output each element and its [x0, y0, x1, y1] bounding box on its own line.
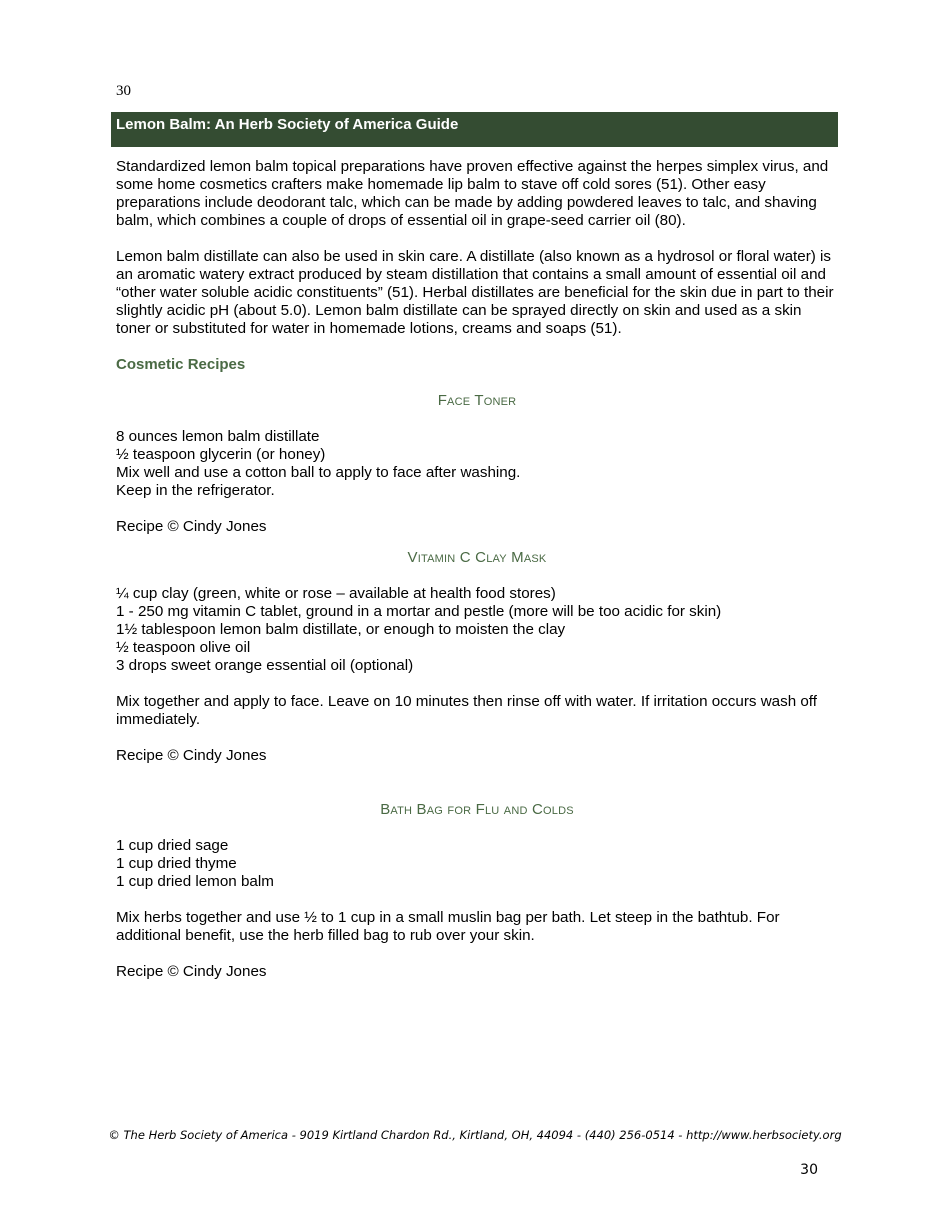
recipe-title: Bath Bag for Flu and Colds	[380, 801, 574, 818]
recipe-credit: Recipe © Cindy Jones	[116, 518, 267, 535]
recipe-credit: Recipe © Cindy Jones	[116, 747, 267, 764]
ingredient-line: 1 cup dried lemon balm	[116, 873, 274, 890]
header-bar	[111, 112, 838, 147]
section-heading: Cosmetic Recipes	[116, 356, 246, 373]
ingredient-line: 1 cup dried thyme	[116, 855, 237, 872]
recipe-instructions: Mix herbs together and use ½ to 1 cup in a small muslin bag per bath. Let steep in the bathtub. For additional benefit, use the herb filled bag to rub over your skin.	[116, 909, 780, 944]
recipe-title: Vitamin C Clay Mask	[407, 549, 547, 566]
page-number-bottom: 30	[800, 1162, 818, 1178]
ingredient-line: 1 - 250 mg vitamin C tablet, ground in a mortar and pestle (more will be too acidic for skin)	[116, 603, 722, 620]
instruction-line: Keep in the refrigerator.	[116, 482, 275, 499]
main-content	[116, 158, 838, 981]
ingredient-line: ½ teaspoon olive oil	[116, 639, 251, 656]
header-title: Lemon Balm: An Herb Society of America Guide	[116, 116, 459, 133]
page-number-top: 30	[116, 83, 131, 99]
intro-paragraph: Lemon balm distillate can also be used in skin care. A distillate (also known as a hydrosol or floral water) is an aromatic watery extract produced by steam distillation that contains a small amount of essential oil and “other water soluble acidic constituents” (51). Herbal distillates are beneficial for the skin due in part to their slightly acidic pH (about 5.0). Lemon balm distillate can be sprayed directly on skin and used as a skin toner or substituted for water in homemade lotions, creams and soaps (51).	[116, 248, 834, 337]
recipe-title: Face Toner	[437, 392, 517, 409]
footer-text: © The Herb Society of America - 9019 Kirtland Chardon Rd., Kirtland, OH, 44094 - (440) 256-0514 - http://www.herbsociety.org	[108, 1128, 842, 1142]
ingredient-line: ¼ cup clay (green, white or rose – available at health food stores)	[116, 585, 556, 602]
instruction-line: Mix well and use a cotton ball to apply to face after washing.	[116, 464, 521, 481]
recipe-credit: Recipe © Cindy Jones	[116, 963, 267, 980]
ingredient-line: 3 drops sweet orange essential oil (optional)	[116, 657, 414, 674]
ingredient-line: 8 ounces lemon balm distillate	[116, 428, 320, 445]
intro-paragraph: Standardized lemon balm topical preparations have proven effective against the herpes simplex virus, and some home cosmetics crafters make homemade lip balm to stave off cold sores (51). Other easy preparations include deodorant talc, which can be made by adding powdered leaves to talc, and shaving balm, which combines a couple of drops of essential oil in grape-seed carrier oil (80).	[116, 158, 829, 229]
recipe-instructions: Mix together and apply to face. Leave on 10 minutes then rinse off with water. If irritation occurs wash off immediately.	[116, 693, 817, 728]
ingredient-line: ½ teaspoon glycerin (or honey)	[116, 446, 326, 463]
ingredient-line: 1 cup dried sage	[116, 837, 229, 854]
ingredient-line: 1½ tablespoon lemon balm distillate, or enough to moisten the clay	[116, 621, 566, 638]
